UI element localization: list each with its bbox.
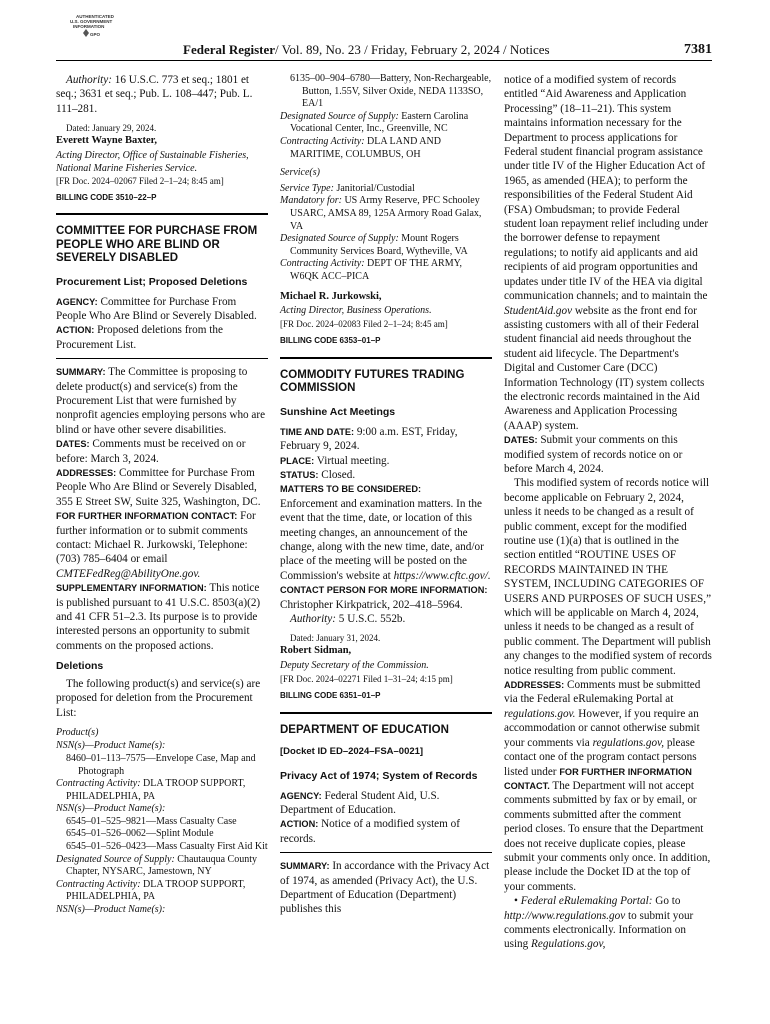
place-text: Virtual meeting. <box>314 454 390 467</box>
designated-source <box>280 111 492 136</box>
dates-label: DATES: <box>504 435 538 446</box>
dates-label: DATES: <box>56 439 90 450</box>
studentaid-link[interactable]: StudentAid.gov <box>504 304 573 317</box>
notice-subject: Procurement List; Proposed Deletions <box>56 275 248 288</box>
status-paragraph <box>280 468 492 482</box>
contact-paragraph <box>56 509 268 581</box>
summary-paragraph <box>56 365 268 437</box>
bullet-label: Federal eRulemaking Portal: <box>520 895 653 908</box>
addresses-text: The Department will not accept comments submitted by fax or by email, or comments submitted after the comment period closes. To ensure that the Department does not receive duplicate copies, please submit your comments only once. In addition, please include the Docket ID at the top of your comments. <box>504 779 711 893</box>
dated-line: Dated: January 29, 2024. <box>66 123 157 134</box>
regulations-gov-link[interactable]: regulations.gov, <box>592 736 665 749</box>
contact-reference: FOR FURTHER INFORMATION CONTACT. <box>504 766 692 791</box>
action-paragraph <box>56 323 268 352</box>
summary-continued <box>504 73 712 433</box>
mandatory-label: Mandatory for: <box>280 195 342 207</box>
erulemaking-bullet <box>504 894 712 952</box>
deletions-intro: The following product(s) and service(s) are proposed for deletion from the Procurement List: <box>56 677 261 719</box>
service-type <box>280 183 492 196</box>
authority-paragraph <box>56 73 268 116</box>
section-divider <box>56 213 268 215</box>
nsn-item: 6545–01–525–9821—Mass Casualty Case <box>66 815 237 827</box>
status-label: STATUS: <box>280 469 319 480</box>
addresses-text: please contact one of the program contact persons listed under <box>504 736 697 778</box>
authority-label: Authority: <box>66 74 112 86</box>
contact-text: For further information or to submit comments contact: Michael R. Jurkowski, Telephone: (703) 785–6404 or email <box>56 510 256 566</box>
agency-heading: DEPARTMENT OF EDUCATION <box>280 723 449 736</box>
status-text: Closed. <box>318 468 356 481</box>
contact-label: FOR FURTHER INFORMATION CONTACT: <box>56 511 238 522</box>
action-text: Proposed deletions from the Procurement List. <box>56 324 223 351</box>
contracting-label: Contracting Activity: <box>56 778 141 790</box>
regulations-gov-url-link[interactable]: http://www.regulations.gov <box>504 909 626 922</box>
time-label: TIME AND DATE: <box>280 426 355 437</box>
nsn-heading: NSN(s)—Product Name(s): <box>56 740 166 752</box>
matters-paragraph <box>280 497 492 583</box>
addresses-label: ADDRESSES: <box>504 680 565 691</box>
cftc-website-link[interactable]: https://www.cftc.gov/. <box>393 569 491 582</box>
signer-title: Acting Director, Office of Sustainable Fisheries, National Marine Fisheries Service. <box>56 149 249 174</box>
summary-paragraph <box>280 859 492 917</box>
dates-paragraph <box>56 437 268 466</box>
section-divider <box>280 357 492 359</box>
contracting-activity <box>56 879 268 904</box>
signer-name: Everett Wayne Baxter, <box>56 135 158 147</box>
svg-text:AUTHENTICATED: AUTHENTICATED <box>76 14 114 19</box>
contact-email-link[interactable]: CMTEFedReg@AbilityOne.gov. <box>56 567 201 580</box>
action-label: ACTION: <box>280 819 319 830</box>
addresses-text: Committee for Purchase From People Who Are Blind or Severely Disabled, 355 E Street SW, Suite 325, Washington, DC. <box>56 467 261 508</box>
column-3 <box>504 73 712 952</box>
regulations-gov-link[interactable]: Regulations.gov, <box>531 938 606 951</box>
journal-name: Federal Register <box>183 42 276 57</box>
products-heading: Product(s) <box>56 726 99 738</box>
agency-paragraph <box>280 789 492 818</box>
supplementary-paragraph <box>56 581 268 653</box>
agency-label: AGENCY: <box>56 296 98 307</box>
fr-doc-line: [FR Doc. 2024–02067 Filed 2–1–24; 8:45 am] <box>56 175 224 186</box>
docket-id: [Docket ID ED–2024–FSA–0021] <box>280 746 424 758</box>
summary-label: SUMMARY: <box>56 367 106 378</box>
authority-label: Authority: <box>290 613 336 625</box>
nsn-heading: NSN(s)—Product Name(s): <box>56 904 166 916</box>
nsn-heading: NSN(s)—Product Name(s): <box>56 803 166 815</box>
dated-line: Dated: January 31, 2024. <box>290 633 381 644</box>
contracting-activity <box>280 258 492 283</box>
contracting-activity <box>280 136 492 161</box>
agency-heading: COMMODITY FUTURES TRADING COMMISSION <box>280 368 465 395</box>
bullet-text: Go to <box>652 895 681 908</box>
nsn-item: 6545–01–526–0423—Mass Casualty First Aid Kit <box>66 841 268 853</box>
designated-source <box>280 233 492 258</box>
source-label: Designated Source of Supply: <box>280 233 399 245</box>
mandatory-text: US Army Reserve, PFC Schooley USARC, AMSA 89, 125A Armory Road Galax, VA <box>290 195 482 232</box>
authority-text: 16 U.S.C. 773 et seq.; 1801 et seq.; 3631 et seq.; Pub. L. 108–447; Pub. L. 111–281. <box>56 74 253 115</box>
bullet-text: to submit your comments electronically. Information on using <box>504 909 694 951</box>
svg-text:INFORMATION: INFORMATION <box>73 24 105 29</box>
nsn-item: 6135–00–904–6780—Battery, Non-Rechargeable, Button, 1.55V, Silver Oxide, NEDA 1133SO, EA/1 <box>290 73 492 110</box>
page-header <box>56 14 712 62</box>
source-text: Chautauqua County Chapter, NYSARC, Jamestown, NY <box>66 853 257 878</box>
action-label: ACTION: <box>56 325 95 336</box>
column-2 <box>280 73 492 917</box>
divider <box>56 358 268 359</box>
divider <box>280 852 492 853</box>
mandatory-for <box>280 195 492 233</box>
matters-label: MATTERS TO BE CONSIDERED: <box>280 484 422 495</box>
agency-text: Federal Student Aid, U.S. Department of Education. <box>280 789 440 816</box>
contracting-label: Contracting Activity: <box>280 135 365 147</box>
svg-text:U.S. GOVERNMENT: U.S. GOVERNMENT <box>70 19 113 24</box>
contact-label: CONTACT PERSON FOR MORE INFORMATION: <box>280 585 488 596</box>
contracting-activity <box>56 778 268 803</box>
summary-text: website as the front end for assisting customers with all of their Federal student financial aid needs throughout the student aid lifecycle. The Department's Digital and Customer Care (DCC) Information Technology (IT) system collects the electronic records maintained in the Aid Awareness and Application Processing (AAAP) system. <box>504 304 705 432</box>
authority-paragraph <box>280 612 492 626</box>
contracting-label: Contracting Activity: <box>280 258 365 270</box>
matters-text: Enforcement and examination matters. In the event that the time, date, or location of this meeting changes, an announcement of the change, along with the new time, date, and/or place of the meeting will be posted on the Commission's website at <box>280 497 484 582</box>
time-paragraph <box>280 425 492 454</box>
notice-subject: Privacy Act of 1974; System of Records <box>280 769 478 782</box>
designated-source <box>56 854 268 879</box>
services-heading: Service(s) <box>280 167 320 179</box>
dates-text: Comments must be received on or before: March 3, 2024. <box>56 438 246 465</box>
signer-name: Robert Sidman, <box>280 645 352 657</box>
supplementary-label: SUPPLEMENTARY INFORMATION: <box>56 583 207 594</box>
service-type-text: Janitorial/Custodial <box>333 182 415 194</box>
place-paragraph <box>280 454 492 468</box>
source-text: Mount Rogers Community Services Board, Wytheville, VA <box>290 233 468 257</box>
summary-text: The Committee is proposing to delete product(s) and service(s) from the Procurement List that were furnished by nonprofit agencies employing persons who are blind or have other severe disabilities. <box>56 366 266 436</box>
summary-label: SUMMARY: <box>280 861 330 872</box>
billing-code: BILLING CODE 6351–01–P <box>280 691 381 701</box>
source-label: Designated Source of Supply: <box>280 110 399 122</box>
addresses-text: However, if you require an accommodation or cannot otherwise submit your comments via <box>504 707 700 749</box>
agency-text: Committee for Purchase From People Who Are Blind or Severely Disabled. <box>56 295 257 322</box>
authority-text: 5 U.S.C. 552b. <box>336 613 406 625</box>
fr-doc-line: [FR Doc. 2024–02083 Filed 2–1–24; 8:45 am] <box>280 319 448 330</box>
deletions-heading: Deletions <box>56 660 104 673</box>
service-type-label: Service Type: <box>280 182 334 194</box>
addresses-paragraph <box>504 678 712 894</box>
action-text: Notice of a modified system of records. <box>280 818 460 845</box>
applicability-paragraph: This modified system of records notice will become applicable on February 2, 2024, unless it needs to be changed as a result of public comment, except for the modified routine use (1)(a) that is outlined in the section entitled “ROUTINE USES OF RECORDS MAINTAINED IN THE SYSTEM, INCLUDING CATEGORIES OF USERS AND PURPOSES OF SUCH USES,” which will be applicable on March 4, 2024, unless it needs to be changed as a result of public comment. The Department will publish any changes to the modified system of records notice resulting from public comment. <box>504 477 712 677</box>
billing-code: BILLING CODE 6353–01–P <box>280 336 381 346</box>
nsn-item: 6545–01–526–0062—Splint Module <box>66 828 214 840</box>
gpo-authentication-seal-icon <box>56 12 116 38</box>
fr-doc-line: [FR Doc. 2024–02271 Filed 1–31–24; 4:15 pm] <box>280 674 453 685</box>
time-text: 9:00 a.m. EST, Friday, February 9, 2024. <box>280 425 458 453</box>
summary-text: In accordance with the Privacy Act of 1974, as amended (Privacy Act), the U.S. Department of Education (Department) publishes this <box>280 860 490 916</box>
contracting-text: DLA TROOP SUPPORT, PHILADELPHIA, PA <box>66 878 246 903</box>
contracting-label: Contracting Activity: <box>56 878 141 890</box>
contracting-text: DLA TROOP SUPPORT, PHILADELPHIA, PA <box>66 778 246 802</box>
agency-heading: COMMITTEE FOR PURCHASE FROM PEOPLE WHO ARE BLIND OR SEVERELY DISABLED <box>56 225 258 265</box>
agency-label: AGENCY: <box>280 790 322 801</box>
regulations-gov-link[interactable]: regulations.gov. <box>504 707 576 720</box>
contact-text: Christopher Kirkpatrick, 202–418–5964. <box>280 598 463 611</box>
addresses-text: Comments must be submitted via the Federal eRulemaking Portal at <box>504 679 701 706</box>
svg-text:GPO: GPO <box>90 32 101 37</box>
place-label: PLACE: <box>280 455 315 466</box>
issue-info: / Vol. 89, No. 23 / Friday, February 2, 2024 / Notices <box>275 42 550 57</box>
addresses-label: ADDRESSES: <box>56 468 117 478</box>
signer-title: Deputy Secretary of the Commission. <box>280 659 429 671</box>
nsn-item: 8460–01–113–7575—Envelope Case, Map and Photograph <box>66 752 256 777</box>
products-list <box>56 740 268 916</box>
contracting-text: DEPT OF THE ARMY, W6QK ACC–PICA <box>290 258 463 282</box>
signer-title: Acting Director, Business Operations. <box>280 304 432 316</box>
billing-code: BILLING CODE 3510–22–P <box>56 192 157 202</box>
dates-paragraph <box>504 433 712 476</box>
source-text: Eastern Carolina Vocational Center, Inc., Greenville, NC <box>290 110 469 135</box>
notice-subject: Sunshine Act Meetings <box>280 405 396 418</box>
agency-paragraph <box>56 295 268 324</box>
supplementary-text: This notice is published pursuant to 41 U.S.C. 8503(a)(2) and 41 CFR 51–2.3. Its purpose is to provide interested persons an opportunity to submit comments on the proposed actions. <box>56 582 261 652</box>
bullet-icon: • <box>514 895 521 908</box>
section-divider <box>280 712 492 714</box>
signer-name: Michael R. Jurkowski, <box>280 290 382 302</box>
column-1 <box>56 73 268 917</box>
journal-title <box>183 42 550 58</box>
products-list-continued <box>280 73 492 284</box>
source-label: Designated Source of Supply: <box>56 853 175 865</box>
addresses-paragraph <box>56 466 268 509</box>
action-paragraph <box>280 817 492 846</box>
contracting-text: DLA LAND AND MARITIME, COLUMBUS, OH <box>290 135 441 160</box>
header-rule <box>56 60 712 61</box>
summary-text: notice of a modified system of records entitled “Aid Awareness and Application Processing” (18–11–21). This system maintains information necessary for the Department to process applications for Federal student financial program assistance under title IV of the Higher Education Act of 1965, as amended (HEA); to perform the responsibilities of the Federal Student Aid (FSA) Ombudsman; to provide Federal student loan repayment relief including under the borrower defense to repayment regulations; to notify aid applicants and aid recipients of aid program opportunities and updates under title IV of the HEA via digital communication channels; and to maintain the <box>504 74 709 303</box>
page-number: 7381 <box>684 42 712 57</box>
dates-text: Submit your comments on this modified system of records notice on or before March 4, 2024. <box>504 434 683 475</box>
contact-paragraph <box>280 583 492 612</box>
